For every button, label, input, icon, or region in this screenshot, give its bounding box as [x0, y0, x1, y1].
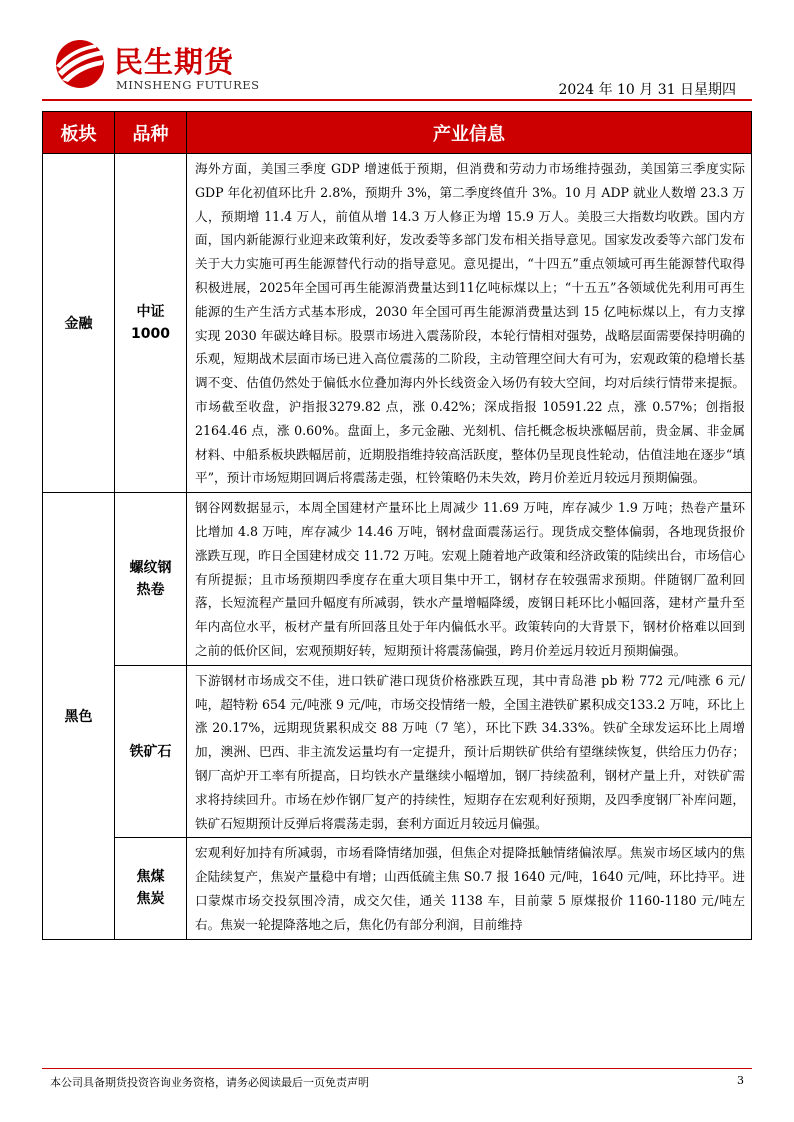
column-header-info: 产业信息	[187, 112, 752, 154]
variety-csi1000	[115, 154, 187, 493]
variety-coking-coal-coke	[115, 838, 187, 939]
column-header-sector: 板块	[43, 112, 115, 154]
variety-label: 铁矿石	[129, 743, 172, 760]
page-number: 3	[737, 1074, 744, 1087]
info-rebar: 钢谷网数据显示，本周全国建材产量环比上周减少 11.69 万吨，库存减少 1.9 万吨；热卷产量环比增加 4.8 万吨，库存减少 14.46 万吨，钢材盘面震荡运行。现货成交整体偏弱，各地现货报价涨跌互现，昨日全国建材成交 11.72 万吨。宏观上随着地产政策和经济政策的陆续出台，市场信心有所提振；且市场预期四季度存在重大项目集中开工，钢材存在较强需求预期。伴随钢厂盈利回落，长短流程产量回升幅度有所减弱，铁水产量增幅降缓，废钢日耗环比小幅回落，建材产量升至年内高位水平，板材产量有所回落且处于年内偏低水平。政策转向的大背景下，钢材价格难以回到之前的低价区间，宏观预期好转，短期预计将震荡偏强，跨月价差远月较近月预期偏强。	[187, 493, 752, 666]
sector-ferrous: 黑色	[43, 493, 115, 939]
report-date: 2024 年 10 月 31 日星期四	[558, 82, 736, 98]
variety-label-line1: 中证	[136, 304, 165, 321]
variety-rebar-hrc	[115, 493, 187, 666]
variety-label-line2: 焦炭	[136, 891, 165, 908]
variety-label-line1: 焦煤	[136, 869, 165, 886]
variety-label-line2: 热卷	[136, 581, 165, 598]
variety-iron-ore	[115, 665, 187, 838]
header-divider	[42, 99, 752, 101]
info-iron-ore: 下游钢材市场成交不佳，进口铁矿港口现货价格涨跌互现，其中青岛港 pb 粉 772 元/吨涨 6 元/吨，超特粉 654 元/吨涨 9 元/吨，市场交投情绪一般，全国主港铁矿累积成交133.2 万吨，环比上涨 20.17%，远期现货累积成交 88 万吨（7 笔），环比下跌 34.33%。铁矿全球发运环比上周增加，澳洲、巴西、非主流发运量均有一定提升，预计后期铁矿供给有望继续恢复，供给压力仍存；钢厂高炉开工率有所提高，日均铁水产量继续小幅增加，钢厂持续盈利，钢材产量上升，对铁矿需求将持续回升。市场在炒作钢厂复产的持续性，短期存在宏观利好预期，及四季度钢厂补库问题， 铁矿石短期预计反弹后将震荡走弱，套利方面近月较远月偏强。	[187, 665, 752, 838]
logo-icon	[50, 38, 110, 90]
industry-info-table	[42, 111, 752, 940]
info-coke: 宏观利好加持有所减弱，市场看降情绪加强，但焦企对提降抵触情绪偏浓厚。焦炭市场区域内的焦企陆续复产，焦炭产量稳中有增；山西低硫主焦 S0.7 报 1640 元/吨，1640 元/吨，环比持平。进口蒙煤市场交投氛围冷清，成交欠佳，通关 1138 车，目前蒙 5 原煤报价 1160-1180 元/吨左右。焦炭一轮提降落地之后，焦化仍有部分利润，目前维持	[187, 838, 752, 939]
brand-name: 民生期货	[114, 45, 235, 79]
table-row-finance	[43, 154, 752, 493]
footer-disclaimer: 本公司具备期货投资咨询业务资格，请务必阅读最后一页免责声明	[50, 1076, 369, 1089]
table-row-coke	[43, 838, 752, 939]
variety-label-line1: 螺纹钢	[129, 559, 172, 576]
column-header-variety: 品种	[115, 112, 187, 154]
table-row-iron-ore	[43, 665, 752, 838]
footer-divider	[42, 1068, 752, 1069]
sector-finance: 金融	[43, 154, 115, 493]
company-logo	[50, 38, 110, 90]
variety-label-line2: 1000	[131, 326, 170, 343]
info-finance: 海外方面，美国三季度 GDP 增速低于预期，但消费和劳动力市场维持强劲，美国第三季度实际 GDP 年化初值环比升 2.8%，预期升 3%，第二季度终值升 3%。10 月 ADP 就业人数增 23.3 万人，预期增 11.4 万人，前值从增 14.3 万人修正为增 15.9 万人。美股三大指数均收跌。国内方面，国内新能源行业迎来政策利好，发改委等多部门发布相关指导意见。国家发改委等六部门发布关于大力实施可再生能源替代行动的指导意见。意见提出，“十四五”重点领域可再生能源替代取得积极进展，2025年全国可再生能源消费量达到11亿吨标煤以上；“十五五”各领域优先利用可再生能源的生产生活方式基本形成，2030 年全国可再生能源消费量达到 15 亿吨标煤以上，有力支撑实现 2030 年碳达峰目标。股票市场进入震荡阶段，本轮行情相对强势，战略层面需要保持明确的乐观，短期战术层面市场已进入高位震荡的二阶段，主动管理空间大有可为，宏观政策的稳增长基调不变、估值仍然处于偏低水位叠加海内外长线资金入场仍有较大空间，均对后续行情带来提振。市场截至收盘，沪指报3279.82 点，涨 0.42%；深成指报 10591.22 点，涨 0.57%；创指报 2164.46 点，涨 0.60%。盘面上，多元金融、光刻机、信托概念板块涨幅居前，贵金属、非金属材料、中船系板块跌幅居前，近期股指维持较高活跃度，整体仍呈现良性轮动，估值洼地在逐步“填平”，预计市场短期回调后将震荡走强，杠铃策略仍未失效，跨月价差近月较远月预期偏强。	[187, 154, 752, 493]
table-row-rebar	[43, 493, 752, 666]
brand-name-english: MINSHENG FUTURES	[116, 78, 260, 92]
table-header-row	[43, 112, 752, 154]
